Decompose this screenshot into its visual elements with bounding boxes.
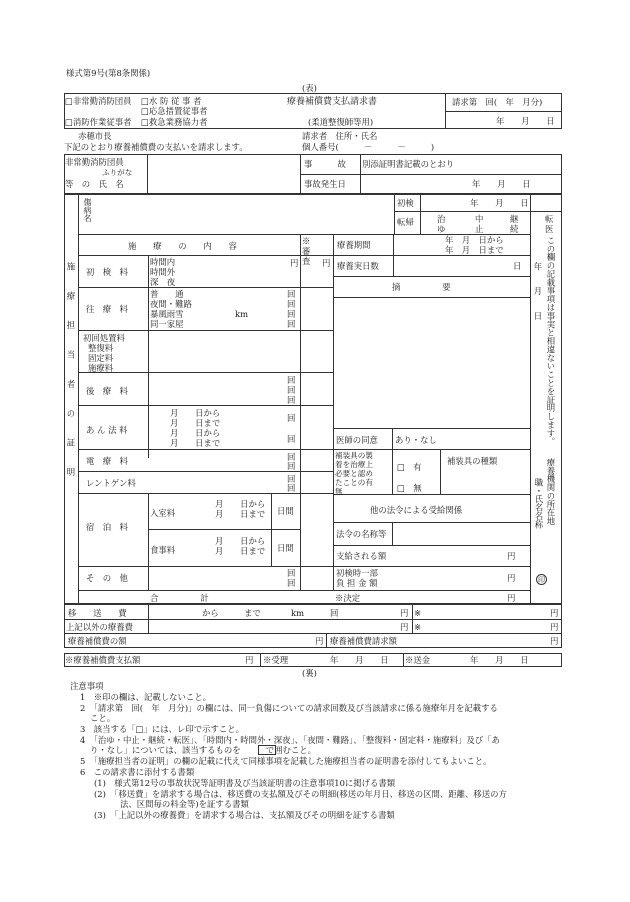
- doctor-consent-label: 医師の同意: [336, 435, 378, 445]
- brace-question-3: 必要と認め: [335, 469, 373, 478]
- total-med-yen: 円: [315, 636, 324, 646]
- after-care-times-3: 回: [287, 395, 296, 405]
- note-4b: り・なし」については、該当するものを で囲むこと。: [90, 745, 316, 755]
- visit-normal[interactable]: 普 通: [150, 289, 184, 299]
- room-days: 日間: [277, 506, 294, 516]
- other-label: そ の 他: [86, 573, 128, 583]
- outcome-cure[interactable]: 治ゆ: [437, 214, 446, 234]
- brace-question-2: 着を治療上: [335, 460, 373, 469]
- first-exam-label: 初 検 料: [86, 267, 128, 277]
- note-6-1: (1) 様式第12号の事故状況等証明書及び当該証明書の注意事項10に掲げる書類: [94, 778, 396, 788]
- addressee: 赤穂市長: [78, 131, 112, 141]
- note-3: 3 該当する「□」には、レ印で示すこと。: [80, 724, 244, 734]
- visit-times-3: 回: [287, 309, 296, 319]
- transport-kome: ※: [414, 608, 422, 618]
- dispose-fixation[interactable]: 固定料: [88, 353, 114, 363]
- other-law-label: 他の法令による受給関係: [370, 505, 463, 515]
- note-6-2b: 法、区間毎の料金等)を証する書類: [120, 799, 249, 809]
- bottom-box: [64, 604, 562, 648]
- brace-question-4: たことの有: [335, 478, 373, 487]
- total-med-label: 療養補償費の額: [68, 636, 127, 646]
- total-claim-yen: 円: [550, 636, 559, 646]
- first-burden-2: 負 担 金 額: [336, 578, 378, 588]
- my-number[interactable]: 個人番号( － － ): [302, 142, 435, 152]
- lodging-label: 宿 泊 料: [86, 522, 128, 532]
- first-dispose-label: 初回処置料: [83, 333, 125, 343]
- note-6-3: (3) 「上記以外の療養費」を請求する場合は、支払額及びその明細を証する書類: [94, 810, 395, 820]
- brace-question-5: 無: [335, 487, 343, 496]
- review-header: ※審査: [302, 236, 311, 266]
- content-header: 施 療 の 内 容: [128, 241, 237, 251]
- decision-yen: 円: [507, 593, 516, 603]
- period-label: 療養期間: [337, 240, 371, 250]
- massage-times-1: 回: [287, 413, 296, 423]
- visit-label: 往 療 料: [86, 304, 128, 314]
- furigana-label: ふりがな: [102, 168, 133, 177]
- visit-times-1: 回: [287, 289, 296, 299]
- after-care-times-1: 回: [287, 375, 296, 385]
- option-firefighting-work[interactable]: □消防作業従事者: [65, 117, 132, 127]
- doctor-consent-value[interactable]: あり・なし: [395, 435, 437, 445]
- days-unit: 日: [513, 261, 522, 271]
- massage-to-2[interactable]: 月 日まで: [170, 438, 221, 448]
- note-6-2a: (2) 「移送費」を請求する場合は、移送費の支払額及びその明細(移送の年月日、移送の区間、距離、移送の方: [94, 789, 507, 799]
- note-4a: 4 「治ゆ・中止・継続・転医」、「時間内・時間外・深夜」、「夜間・難路」、「整復料・固定料・施療料」及び「あ: [80, 735, 500, 745]
- other-times-1: 回: [287, 568, 296, 578]
- claimant-label: 請求者 住所・氏名: [302, 131, 378, 141]
- visit-same-house[interactable]: 同一家屋: [150, 319, 184, 329]
- total-label: 合 計: [150, 593, 209, 603]
- xray-times-1: 回: [287, 474, 296, 484]
- room-to[interactable]: 月 日まで: [215, 509, 266, 519]
- first-exam-daytime[interactable]: 時間内: [150, 257, 176, 267]
- visit-storm[interactable]: 暴風雨雪: [150, 309, 184, 319]
- form-title: 療養補償費支払請求書: [287, 97, 378, 107]
- outcome-label: 転帰: [397, 217, 414, 227]
- notes-heading: 注意事項: [70, 681, 104, 691]
- other-med-label: 上記以外の療養費: [66, 622, 133, 632]
- first-visit-date[interactable]: 年 月 日: [470, 198, 529, 208]
- claim-date[interactable]: 年 月 日: [496, 116, 555, 126]
- first-exam-overtime[interactable]: 時間外: [150, 267, 176, 277]
- circle-example-box: [258, 745, 276, 755]
- note-1: 1 ※印の欄は、記載しないこと。: [80, 692, 211, 702]
- meal-days: 日間: [277, 543, 294, 553]
- first-exam-night[interactable]: 深 夜: [150, 277, 176, 287]
- room-label: 入室料: [150, 508, 176, 518]
- name-label: 等 の 氏 名: [65, 179, 124, 189]
- summary-label: 摘 要: [392, 282, 451, 292]
- visit-times-4: 回: [287, 319, 296, 329]
- form-subtitle: (柔道整復師等用): [308, 117, 374, 127]
- first-exam-yen: 円: [290, 258, 299, 268]
- proof-left-label: 施療担当者の証明: [66, 262, 76, 498]
- side-label: (表): [302, 83, 317, 93]
- sent-label: ※送金: [405, 655, 431, 665]
- period-from[interactable]: 年 月 日から: [445, 235, 504, 245]
- brace-type-label: 補装具の種類: [447, 456, 498, 466]
- first-visit-label: 初検: [397, 198, 414, 208]
- paid-amount-total-yen: 円: [245, 655, 254, 665]
- after-care-label: 後 療 料: [86, 386, 128, 396]
- first-exam-review-yen: 円: [322, 258, 331, 268]
- visit-night[interactable]: 夜間・難路: [150, 299, 192, 309]
- transport-label: 移 送 費: [68, 608, 127, 618]
- dispose-reduction[interactable]: 整復料: [88, 343, 114, 353]
- meal-from[interactable]: 月 日から: [215, 536, 266, 546]
- proof-statement: この欄の記載事項は事実と相違ないことを証明します。: [546, 236, 556, 446]
- other-med-yen: 円: [400, 622, 409, 632]
- note-5: 5 「施療担当者の証明」の欄の記載に代えて同様事項を記載した施療担当者の証明書を添付してもよいこと。: [80, 756, 492, 766]
- form-number: 様式第9号(第8条関係): [66, 68, 151, 78]
- institution-address: 療養機関の所在地: [546, 458, 556, 526]
- paid-amount-label: 支給される額: [336, 551, 387, 561]
- brace-yes[interactable]: □ 有: [397, 462, 422, 472]
- electric-label: 電 療 料: [86, 456, 128, 466]
- request-text: 下記のとおり療養補償費の支払いを請求します。: [64, 142, 248, 152]
- received-date[interactable]: 年 月 日: [330, 655, 389, 665]
- institution-name: 職・氏名名称: [534, 478, 544, 529]
- member-label: 非常勤消防団員: [65, 157, 124, 167]
- room-from[interactable]: 月 日から: [215, 499, 266, 509]
- outcome-stop[interactable]: 中止: [475, 214, 484, 234]
- decision-label: ※決定: [335, 593, 361, 603]
- electric-times-1: 回: [287, 452, 296, 462]
- first-burden-yen: 円: [507, 573, 516, 583]
- seal-mark: 印: [538, 576, 545, 584]
- accident-value: 別添証明書記載のとおり: [362, 159, 455, 169]
- electric-times-2: 回: [287, 461, 296, 471]
- received-label: ※受理: [263, 655, 289, 665]
- claim-number[interactable]: 請求第 回( 年 月分): [452, 97, 543, 107]
- brace-question-1: 補装具の製: [335, 451, 373, 460]
- after-care-times-2: 回: [287, 385, 296, 395]
- xray-label: レントゲン料: [86, 478, 136, 488]
- transport-km[interactable]: km: [291, 608, 305, 618]
- xray-times-2: 回: [287, 483, 296, 493]
- note-2a: 2 「請求第 回( 年 月分)」の欄には、同一負傷についての請求回数及び当該請求に係る施療年月を記載する: [80, 703, 498, 713]
- option-ambulance-assist[interactable]: □救急業務協力者: [141, 117, 208, 127]
- first-burden-1: 初検時一部: [336, 568, 378, 578]
- sent-date[interactable]: 年 月 日: [470, 655, 529, 665]
- brace-no[interactable]: □ 無: [397, 483, 422, 493]
- note-6: 6 この請求書に添付する書類: [80, 767, 195, 777]
- period-to[interactable]: 年 月 日まで: [445, 245, 504, 255]
- paid-amount-total-label: ※療養補償費支払額: [65, 655, 141, 665]
- meal-label: 食事料: [150, 545, 176, 555]
- back-side-label: (裏): [302, 668, 317, 678]
- accident-label: 事 故: [304, 159, 346, 169]
- massage-from-1[interactable]: 月 日から: [170, 408, 221, 418]
- total-claim-label: 療養補償費請求額: [330, 636, 397, 646]
- outcome-transfer[interactable]: 転医: [545, 214, 554, 234]
- massage-to-1[interactable]: 月 日まで: [170, 418, 221, 428]
- note-2b: こと。: [90, 713, 116, 723]
- transport-review-yen: 円: [550, 608, 559, 618]
- option-firefighter[interactable]: □非常勤消防団員: [65, 96, 132, 106]
- disease-label: 傷病名: [83, 198, 92, 222]
- dispose-treatment[interactable]: 施療料: [88, 363, 114, 373]
- outcome-continue[interactable]: 継続: [510, 214, 519, 234]
- other-med-review-yen: 円: [550, 622, 559, 632]
- paid-amount-yen: 円: [507, 551, 516, 561]
- accident-date-label: 事故発生日: [304, 179, 346, 189]
- transport-from[interactable]: から: [202, 608, 219, 618]
- transport-times[interactable]: 回: [330, 608, 339, 618]
- law-name-label: 法令の名称等: [336, 529, 387, 539]
- other-times-2: 回: [287, 578, 296, 588]
- option-flood[interactable]: □水 防 従 事 者: [141, 96, 202, 106]
- option-emergency-measure[interactable]: □応急措置従事者: [141, 106, 208, 116]
- accident-date-value[interactable]: 年 月 日: [472, 179, 531, 189]
- other-med-kome: ※: [414, 622, 422, 632]
- transport-yen: 円: [400, 608, 409, 618]
- visit-km: km: [235, 309, 249, 319]
- meal-to[interactable]: 月 日まで: [215, 546, 266, 556]
- massage-label: あ ん 法 料: [86, 425, 128, 435]
- proof-date: 年 月 日: [533, 262, 543, 324]
- visit-times-2: 回: [287, 299, 296, 309]
- massage-times-2: 回: [287, 434, 296, 444]
- massage-from-2[interactable]: 月 日から: [170, 428, 221, 438]
- days-label: 療養実日数: [337, 261, 379, 271]
- transport-to[interactable]: まで: [244, 608, 261, 618]
